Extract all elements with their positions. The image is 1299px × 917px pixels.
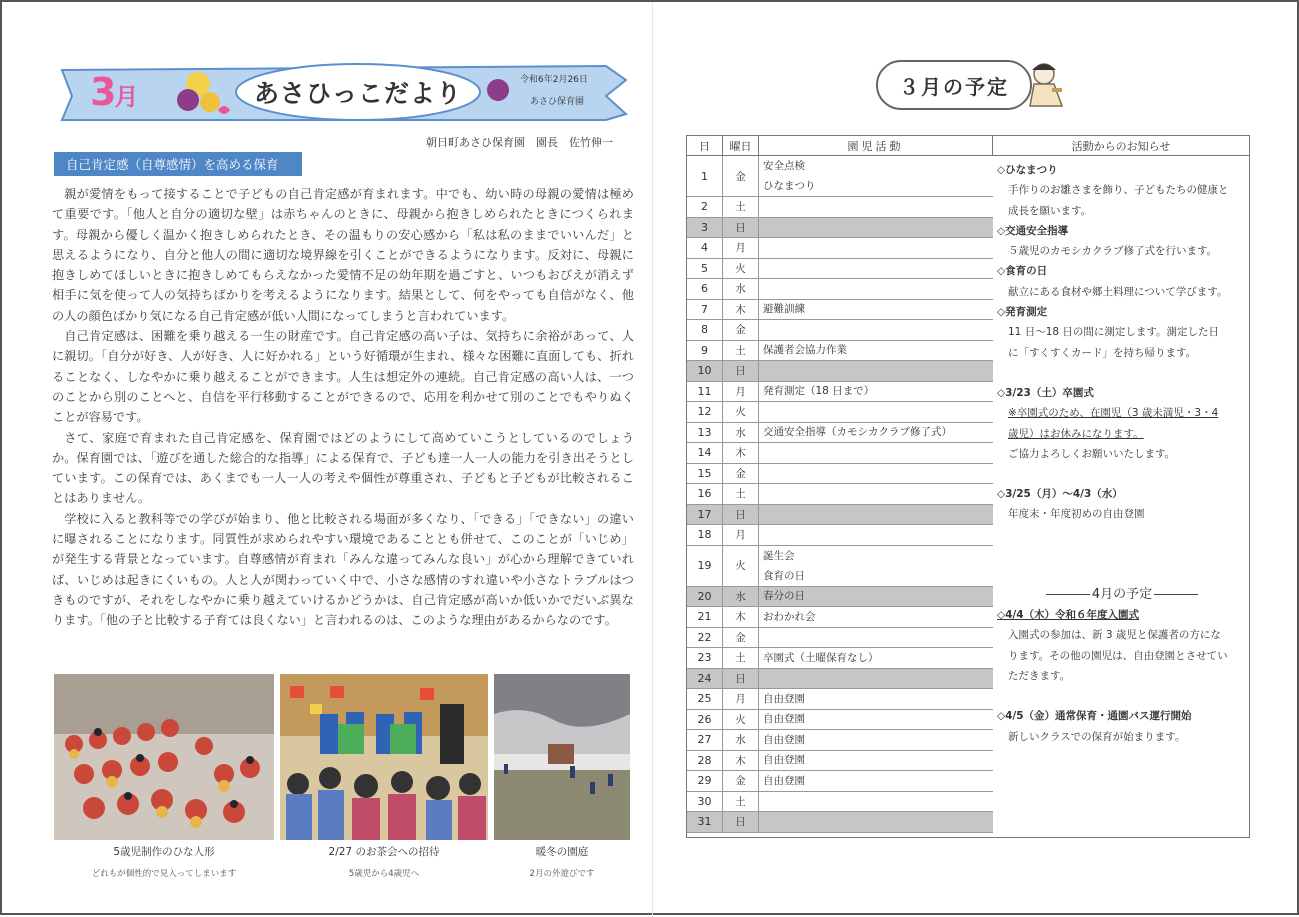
notice-body: ります。その他の園児は、自由登園とさせてい [1008,649,1228,662]
table-row [687,218,993,239]
notice-body: 手作りのお雛さまを飾り、子どもたちの健康と [1008,184,1229,197]
section-title: 自己肯定感（自尊感情）を高める保育 [54,152,302,176]
row-weekday: 土 [723,484,759,504]
row-weekday: 金 [723,628,759,648]
header-day: 日 [687,136,723,156]
newsletter-title: あさひっこだより [253,79,462,108]
activity-text: 自由登園 [763,754,805,767]
photo-caption [494,844,630,879]
header-activity: 園児活動 [759,136,993,156]
activity-text: 誕生会 [763,549,795,562]
row-activity [759,710,993,730]
row-day: 31 [687,812,723,832]
row-day: 21 [687,607,723,627]
notice-body: 11 日～18 日の間に測定します。測定した日 [1008,326,1220,339]
row-day: 16 [687,484,723,504]
snowy-yard-photo [494,674,630,840]
row-weekday: 日 [723,669,759,689]
notice-body: に「すくすくカード」を持ち帰ります。 [1008,346,1197,359]
row-activity [759,628,993,648]
row-activity [759,812,993,832]
row-day: 27 [687,730,723,750]
row-day: 13 [687,423,723,443]
row-day: 20 [687,587,723,607]
notice-item [997,160,1247,221]
table-row [687,300,993,321]
table-row [687,382,993,403]
row-activity [759,771,993,791]
row-activity [759,238,993,258]
activity-text: 自由登園 [763,733,805,746]
row-day: 19 [687,546,723,586]
notice-body: ご協力よろしくお願いいたします。 [1008,447,1176,460]
row-activity [759,669,993,689]
table-row [687,771,993,792]
activity-text: 卒園式（土曜保育なし） [763,651,879,664]
essay-paragraph: 自己肯定感は、困難を乗り越える一生の財産です。自己肯定感の高い子は、気持ちに余裕があって、人に親切。「自分が好き、人が好き、人に好かれる」という好循環が生まれ、様々な困難に直面しても、折れることなく、しなやかに乗り越えることができます。人生は想定外の連続。自己肯定感の高い人は、一つのことから別のことへと、自信を平行移動することができるので、応用を利かせて別のことでもやりぬくことが容易です。 [52,329,634,425]
row-day: 17 [687,505,723,525]
row-weekday: 火 [723,259,759,279]
activity-text: 安全点検 [763,160,805,172]
notice-body: 成長を願います。 [1008,204,1092,217]
issuer-name: あさひ保育園 [530,97,585,107]
notice-body: 献立にある食材や郷土料理について学びます。 [1008,285,1228,298]
table-row [687,812,993,833]
row-day: 15 [687,464,723,484]
activity-text: ひなまつり [763,180,816,192]
row-activity [759,792,993,812]
table-row [687,341,993,362]
row-activity [759,197,993,217]
table-row [687,238,993,259]
row-activity [759,382,993,402]
row-activity [759,730,993,750]
activity-text: 自由登園 [763,774,805,787]
row-weekday: 金 [723,771,759,791]
table-row [687,525,993,546]
table-row [687,279,993,300]
yearend-notice [997,484,1247,525]
row-weekday: 木 [723,443,759,463]
photo-caption [280,844,488,879]
row-activity [759,546,993,586]
month-number: 3 [90,70,115,114]
row-day: 6 [687,279,723,299]
row-activity [759,587,993,607]
table-row [687,505,993,526]
april-title: 4月の予定 [1091,586,1153,602]
photo-caption [54,844,274,879]
photo-caption-title: 5歳児制作のひな人形 [113,846,215,858]
schedule-rows [687,156,993,833]
row-activity [759,689,993,709]
table-row [687,402,993,423]
row-weekday: 火 [723,546,759,586]
pansy-flower-icon [200,92,220,112]
table-row [687,443,993,464]
row-weekday: 水 [723,587,759,607]
row-weekday: 土 [723,792,759,812]
row-weekday: 水 [723,730,759,750]
schedule-title: ３月の予定 [876,60,1032,110]
row-day: 3 [687,218,723,238]
row-day: 1 [687,156,723,196]
table-row [687,156,993,197]
essay-paragraph: 学校に入ると教科等での学びが始まり、他と比較される場面が多くなり、「できる」「できない」の違いに曝されることになります。同質性が求められやすい環境であることとも併せて、このことが「いじめ」が発生する背景となっています。自尊感情が育まれ「みんな違ってみんな良い」が心から理解できていれば、いじめは起きにくいもの。人と人が関わっていく中で、小さな感情のすれ違いや小さなトラブルはつきものですが、それをしなやかに乗り越えていけるかどうかは、自己肯定感が高いか低いかでだいぶ異なります。「他の子と比較する子育ては良くない」と言われるのは、このような理由があるからなのです。 [52,511,634,628]
row-activity [759,341,993,361]
table-row [687,546,993,587]
row-day: 29 [687,771,723,791]
photo-caption-title: 2/27 のお茶会への招待 [328,846,440,858]
row-weekday: 土 [723,341,759,361]
schedule-table [686,135,1250,838]
row-day: 22 [687,628,723,648]
notice-column [997,160,1247,747]
table-row [687,464,993,485]
row-weekday: 土 [723,648,759,668]
row-activity [759,402,993,422]
row-weekday: 日 [723,361,759,381]
notice-body: 入園式の参加は、新 3 歳児と保護者の方にな [1008,629,1221,642]
row-day: 14 [687,443,723,463]
activity-text: 発育測定（18 日まで） [763,385,875,398]
notice-body: 歳児）はお休みになります。 [1008,427,1144,440]
row-day: 4 [687,238,723,258]
row-activity [759,279,993,299]
notice-head: ◇3/25（月）～4/3（水） [997,488,1123,501]
table-row [687,710,993,731]
notice-head: ◇4/4（木）令和６年度入園式 [997,609,1140,622]
row-day: 8 [687,320,723,340]
notice-head: ◇4/5（金）通常保育・通園バス運行開始 [997,710,1192,723]
row-activity [759,525,993,545]
activity-text: 自由登園 [763,692,805,705]
table-row [687,669,993,690]
activity-text: 自由登園 [763,713,805,726]
table-row [687,423,993,444]
april-schedule-heading [997,585,1247,605]
table-row [687,607,993,628]
row-day: 2 [687,197,723,217]
row-day: 30 [687,792,723,812]
activity-text: 避難訓練 [763,303,805,316]
photo-caption-sub: 5歳児から4歳児へ [348,869,420,879]
notice-item [997,221,1247,262]
notice-head: ◇発育測定 [997,306,1048,319]
issue-date: 令和6年2月26日 [520,75,588,85]
essay-paragraph: さて、家庭で育まれた自己肯定感を、保育園ではどのようにして高めていこうとしているのでしょうか。保育園では、「遊びを通した総合的な指導」による保育で、子ども達一人一人の能力を引き出そうとしています。この保育では、あくまでも一人一人の考えや個性が尊重され、子どもと子どもが比較されることはありません。 [52,430,634,506]
row-day: 11 [687,382,723,402]
row-weekday: 木 [723,300,759,320]
essay-paragraph: 親が愛情をもって接することで子どもの自己肯定感が育まれます。中でも、幼い時の母親の愛情は極めて重要です。「他人と自分の適切な壁」は赤ちゃんのときに、母親から抱きしめられたときにつくられます。母親から優しく温かく抱きしめられたとき、その温もりの安心感から「私は私のままでいいんだ」と思えるようになり、自分と他人の間に適切な境界線を引くことができるようになります。反対に、母親に抱きしめてほしいときに抱きしめてもらえなかった愛情不足の幼年期を過ごすと、いつもおびえが消えず相手に気を使って人の気持ちばかりを考えるようになります。結果として、何をやっても自信がなく、他の人の顔色ばかり気になる自己肯定感が低い人間になってしまうと言われています。 [52,187,634,323]
pansy-flower-icon [177,89,199,111]
activity-text: おわかれ会 [763,610,816,623]
notice-body: ただきます。 [1008,669,1071,682]
row-weekday: 水 [723,423,759,443]
row-activity [759,361,993,381]
row-activity [759,505,993,525]
row-day: 10 [687,361,723,381]
tea-party-photo [280,674,488,840]
notice-head: ◇3/23（土）卒園式 [997,386,1094,399]
notice-item [997,261,1247,302]
row-weekday: 日 [723,218,759,238]
row-day: 7 [687,300,723,320]
graduation-notice [997,383,1247,464]
hina-doll-icon [1024,60,1066,110]
row-weekday: 月 [723,238,759,258]
row-weekday: 日 [723,505,759,525]
row-weekday: 土 [723,197,759,217]
row-day: 18 [687,525,723,545]
page-fold [652,2,653,917]
row-day: 12 [687,402,723,422]
month-label [90,70,136,114]
month-suffix: 月 [114,83,137,111]
header-notice: 活動からのお知らせ [993,136,1249,156]
activity-text: 春分の日 [763,590,805,603]
notice-body: ５歳児のカモシカクラブ修了式を行います。 [1008,245,1218,258]
row-day: 5 [687,259,723,279]
photo-caption-sub: 2月の外遊びです [529,869,595,879]
table-row [687,197,993,218]
table-row [687,751,993,772]
notice-body: ※卒園式のため、在園児（3 歳未満児・3・4 [1008,407,1219,420]
table-row [687,730,993,751]
row-activity [759,300,993,320]
table-row [687,484,993,505]
row-weekday: 月 [723,382,759,402]
row-activity [759,484,993,504]
row-weekday: 火 [723,402,759,422]
photo-caption-sub: どれもが個性的で見入ってしまいます [91,869,237,879]
row-weekday: 金 [723,464,759,484]
row-activity [759,320,993,340]
row-activity [759,218,993,238]
row-activity [759,156,993,196]
row-day: 25 [687,689,723,709]
left-page [6,6,646,911]
table-row [687,628,993,649]
row-weekday: 金 [723,320,759,340]
row-weekday: 木 [723,607,759,627]
notice-body: 新しいクラスでの保育が始まります。 [1008,730,1186,743]
notice-head: ◇ひなまつり [997,164,1058,176]
notice-body: 年度末・年度初めの自由登園 [1008,508,1145,521]
row-activity [759,751,993,771]
notice-head: ◇食育の日 [997,265,1048,278]
table-row [687,792,993,813]
row-activity [759,464,993,484]
table-row [687,361,993,382]
notice-head: ◇交通安全指導 [997,224,1069,237]
notice-item [997,302,1247,363]
photo-strip [52,674,632,884]
hina-dolls-photo [54,674,274,840]
header-weekday: 曜日 [723,136,759,156]
activity-text: 食育の日 [763,569,805,582]
pansy-flower-icon [487,79,509,101]
row-weekday: 金 [723,156,759,196]
row-weekday: 月 [723,689,759,709]
essay-body [52,184,634,631]
row-weekday: 木 [723,751,759,771]
table-row [687,689,993,710]
row-weekday: 火 [723,710,759,730]
table-row [687,259,993,280]
row-activity [759,259,993,279]
table-row [687,648,993,669]
row-activity [759,443,993,463]
row-weekday: 日 [723,812,759,832]
row-day: 9 [687,341,723,361]
row-weekday: 水 [723,279,759,299]
table-row [687,587,993,608]
activity-text: 交通安全指導（カモシカクラブ修了式） [763,426,952,439]
principal-name: 朝日町あさひ保育園 園長 佐竹伸一 [426,136,613,149]
row-day: 23 [687,648,723,668]
row-weekday: 月 [723,525,759,545]
table-row [687,320,993,341]
row-day: 24 [687,669,723,689]
row-day: 28 [687,751,723,771]
photo-caption-title: 暖冬の園庭 [535,846,589,858]
right-page [662,6,1292,911]
row-activity [759,607,993,627]
row-activity [759,648,993,668]
title-banner [58,56,630,128]
row-day: 26 [687,710,723,730]
activity-text: 保護者会協力作業 [763,344,847,357]
row-activity [759,423,993,443]
